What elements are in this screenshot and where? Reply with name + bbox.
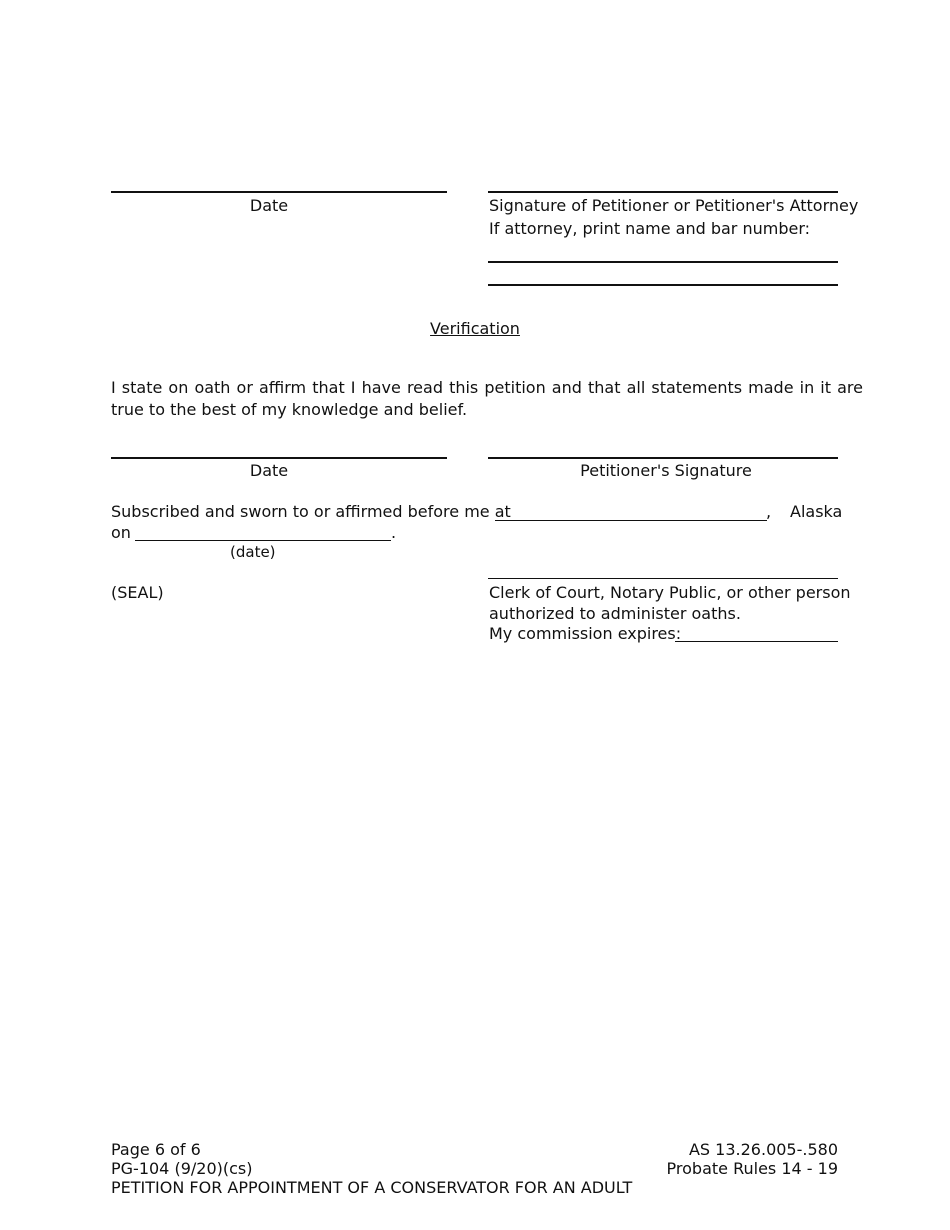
commission-expires-label: My commission expires: xyxy=(489,624,682,643)
verification-date-label: Date xyxy=(249,461,289,480)
footer-form-code: PG-104 (9/20)(cs) xyxy=(111,1159,253,1178)
sworn-prefix: Subscribed and sworn to or affirmed before me at xyxy=(111,502,511,521)
verification-heading: Verification xyxy=(430,319,520,338)
footer-form-title: PETITION FOR APPOINTMENT OF A CONSERVATOR FOR AN ADULT xyxy=(111,1178,633,1197)
sworn-on-label: on xyxy=(111,523,131,542)
sworn-date-hint: (date) xyxy=(230,543,276,561)
clerk-label-line2: authorized to administer oaths. xyxy=(489,604,741,623)
footer-rules: Probate Rules 14 - 19 xyxy=(666,1159,838,1178)
signature-label: Signature of Petitioner or Petitioner's Attorney xyxy=(489,196,859,215)
verification-date-line[interactable] xyxy=(111,457,447,459)
sworn-location-line[interactable] xyxy=(495,520,767,521)
sworn-comma: , xyxy=(766,502,772,521)
sworn-period: . xyxy=(391,523,397,542)
commission-expires-line[interactable] xyxy=(675,641,838,642)
footer-statute: AS 13.26.005-.580 xyxy=(688,1140,838,1159)
attorney-name-line[interactable] xyxy=(488,261,838,263)
seal-label: (SEAL) xyxy=(111,583,164,602)
date-label: Date xyxy=(249,196,289,215)
clerk-signature-line[interactable] xyxy=(488,578,838,579)
sworn-state: Alaska xyxy=(790,502,843,521)
date-signature-line[interactable] xyxy=(111,191,447,193)
footer-page-number: Page 6 of 6 xyxy=(111,1140,201,1159)
verification-statement-line2: true to the best of my knowledge and belief. xyxy=(111,400,468,419)
attorney-bar-number-line[interactable] xyxy=(488,284,838,286)
attorney-note: If attorney, print name and bar number: xyxy=(489,219,811,238)
verification-statement-line1: I state on oath or affirm that I have read this petition and that all statements made in it are xyxy=(111,378,863,397)
petitioner-signature-label: Petitioner's Signature xyxy=(580,461,752,480)
petitioner-verification-signature-line[interactable] xyxy=(488,457,838,459)
sworn-date-line[interactable] xyxy=(135,540,391,541)
petitioner-signature-line[interactable] xyxy=(488,191,838,193)
clerk-label-line1: Clerk of Court, Notary Public, or other person xyxy=(489,583,851,602)
